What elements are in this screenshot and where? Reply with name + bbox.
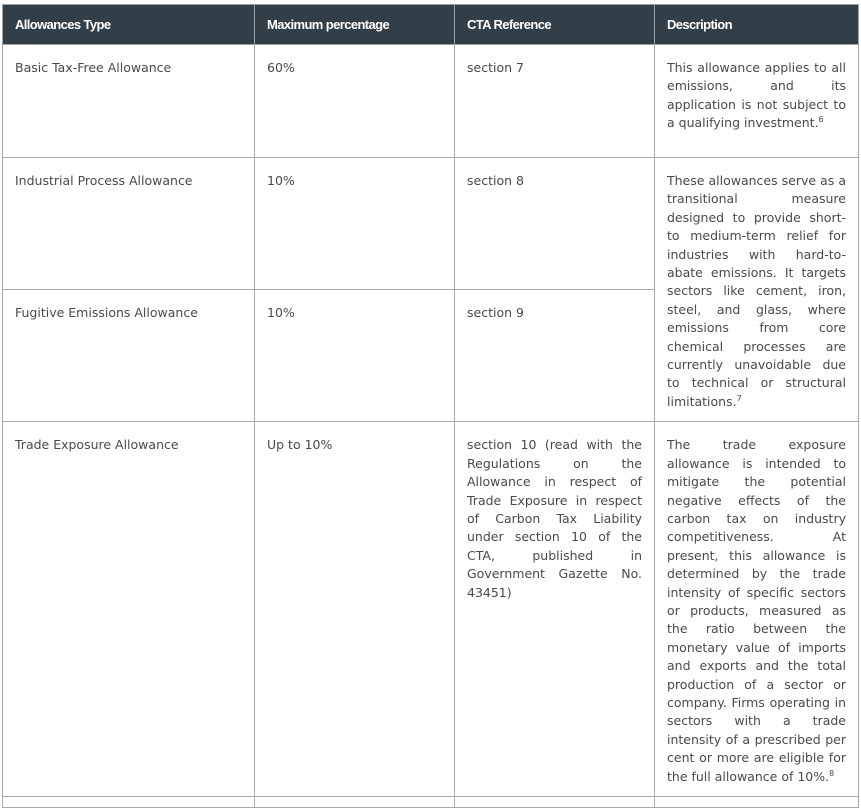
header-cta-reference: CTA Reference — [455, 5, 655, 45]
cell-description — [655, 45, 859, 158]
table-row — [3, 422, 859, 797]
footnote-marker: 8 — [829, 768, 835, 778]
cell-shared-description — [655, 158, 859, 422]
cell-cta-reference: section 9 — [455, 290, 655, 422]
cell-description — [655, 422, 859, 797]
footnote-marker: 6 — [818, 115, 824, 125]
cell-maximum-percentage: Up to 10% — [255, 422, 455, 797]
cell-cta-reference: section 7 — [455, 45, 655, 158]
cell-allowance-type: Industrial Process Allowance — [3, 158, 255, 290]
cell-cta-reference: section 8 — [455, 158, 655, 290]
allowances-table — [2, 4, 859, 808]
table-header-row — [3, 5, 859, 45]
footnote-marker: 7 — [736, 393, 742, 403]
cell-allowance-type: Basic Tax-Free Allowance — [3, 45, 255, 158]
header-maximum-percentage: Maximum percentage — [255, 5, 455, 45]
cell-cta-reference: section 10 (read with the Regulations on the Allowance in respect of Trade Exposure in respect of Carbon Tax Liability under section 10 of the CTA, published in Government Gazette No. 43451) — [455, 422, 655, 797]
cell-maximum-percentage: 60% — [255, 45, 455, 158]
cell-maximum-percentage: 10% — [255, 290, 455, 422]
description-text: These allowances serve as a transitional measure designed to provide short- to medium-term relief for industries with hard-to-abate emissions. It targets sectors like cement, iron, steel, and glass, where emissions from core chemical processes are currently unavoidable due to technical or structural limitations. — [667, 173, 846, 409]
description-text: The trade exposure allowance is intended to mitigate the potential negative effects of the carbon tax on industry competitiveness. At present, this allowance is determined by the trade intensity of specific sectors or products, measured as the ratio between the monetary value of imports and exports and the total production of a sector or company. Firms operating in sectors with a trade intensity of a prescribed per cent or more are eligible for the full allowance of 10%. — [667, 437, 846, 784]
cell-allowance-type: Trade Exposure Allowance — [3, 422, 255, 797]
table-row — [3, 45, 859, 158]
cell-allowance-type: Fugitive Emissions Allowance — [3, 290, 255, 422]
description-text: This allowance applies to all emissions, and its application is not subject to a qualifying investment. — [667, 60, 846, 131]
header-allowances-type: Allowances Type — [3, 5, 255, 45]
header-description: Description — [655, 5, 859, 45]
table-row-partial — [3, 797, 859, 808]
cell-maximum-percentage: 10% — [255, 158, 455, 290]
table-row — [3, 158, 859, 290]
